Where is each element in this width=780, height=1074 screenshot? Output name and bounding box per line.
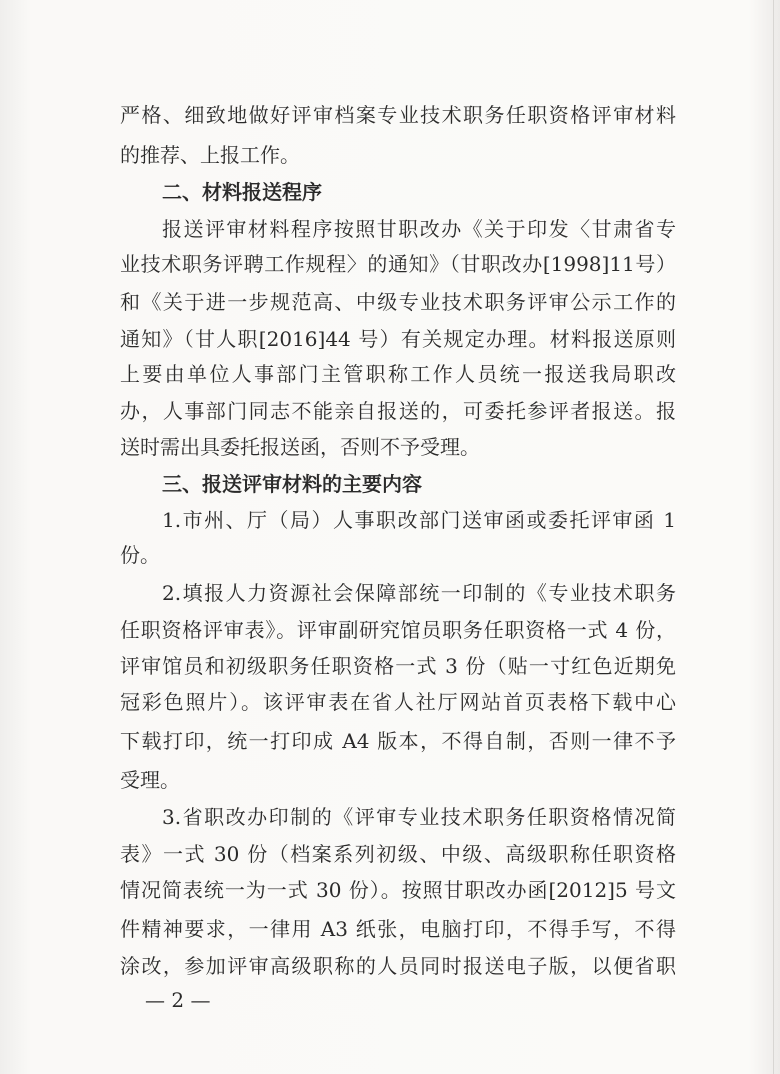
text-line: 下载打印，统一打印成 A4 版本，不得自制，否则一律不予 — [120, 729, 676, 753]
section-heading: 三、报送评审材料的主要内容 — [162, 472, 422, 496]
text-line: 份。 — [120, 543, 160, 567]
text-line: 1.市州、厅（局）人事职改部门送审函或委托评审函 1 — [162, 508, 676, 532]
text-line: 表》一式 30 份（档案系列初级、中级、高级职称任职资格 — [120, 842, 676, 866]
text-line: 送时需出具委托报送函，否则不予受理。 — [120, 435, 480, 459]
text-line: 受理。 — [120, 768, 180, 792]
text-line: 2.填报人力资源社会保障部统一印制的《专业技术职务 — [162, 581, 676, 605]
text-line: 3.省职改办印制的《评审专业技术职务任职资格情况简 — [162, 805, 676, 829]
text-line: 业技术职务评聘工作规程〉的通知》（甘职改办[1998]11号） — [120, 252, 676, 276]
text-line: 任职资格评审表》。评审副研究馆员职务任职资格一式 4 份， — [120, 618, 676, 642]
text-line: 涂改，参加评审高级职称的人员同时报送电子版，以便省职 — [120, 954, 676, 978]
text-line: 的推荐、上报工作。 — [120, 143, 300, 167]
text-line: 评审馆员和初级职务任职资格一式 3 份（贴一寸红色近期免 — [120, 654, 676, 678]
text-line: 报送评审材料程序按照甘职改办《关于印发〈甘肃省专 — [162, 217, 676, 241]
text-line: 通知》（甘人职[2016]44 号）有关规定办理。材料报送原则 — [120, 327, 676, 351]
text-line: 办，人事部门同志不能亲自报送的，可委托参评者报送。报 — [120, 399, 676, 423]
text-line: 件精神要求，一律用 A3 纸张，电脑打印，不得手写，不得 — [120, 917, 676, 941]
page-number: — 2 — — [145, 988, 211, 1012]
section-heading: 二、材料报送程序 — [162, 180, 322, 204]
page-edge — [773, 0, 774, 1074]
text-line: 严格、细致地做好评审档案专业技术职务任职资格评审材料 — [120, 103, 676, 127]
text-line: 冠彩色照片）。该评审表在省人社厅网站首页表格下载中心 — [120, 690, 676, 714]
text-line: 情况简表统一为一式 30 份）。按照甘职改办函[2012]5 号文 — [120, 878, 676, 902]
text-line: 上要由单位人事部门主管职称工作人员统一报送我局职改 — [120, 362, 676, 386]
text-line: 和《关于进一步规范高、中级专业技术职务评审公示工作的 — [120, 290, 676, 314]
